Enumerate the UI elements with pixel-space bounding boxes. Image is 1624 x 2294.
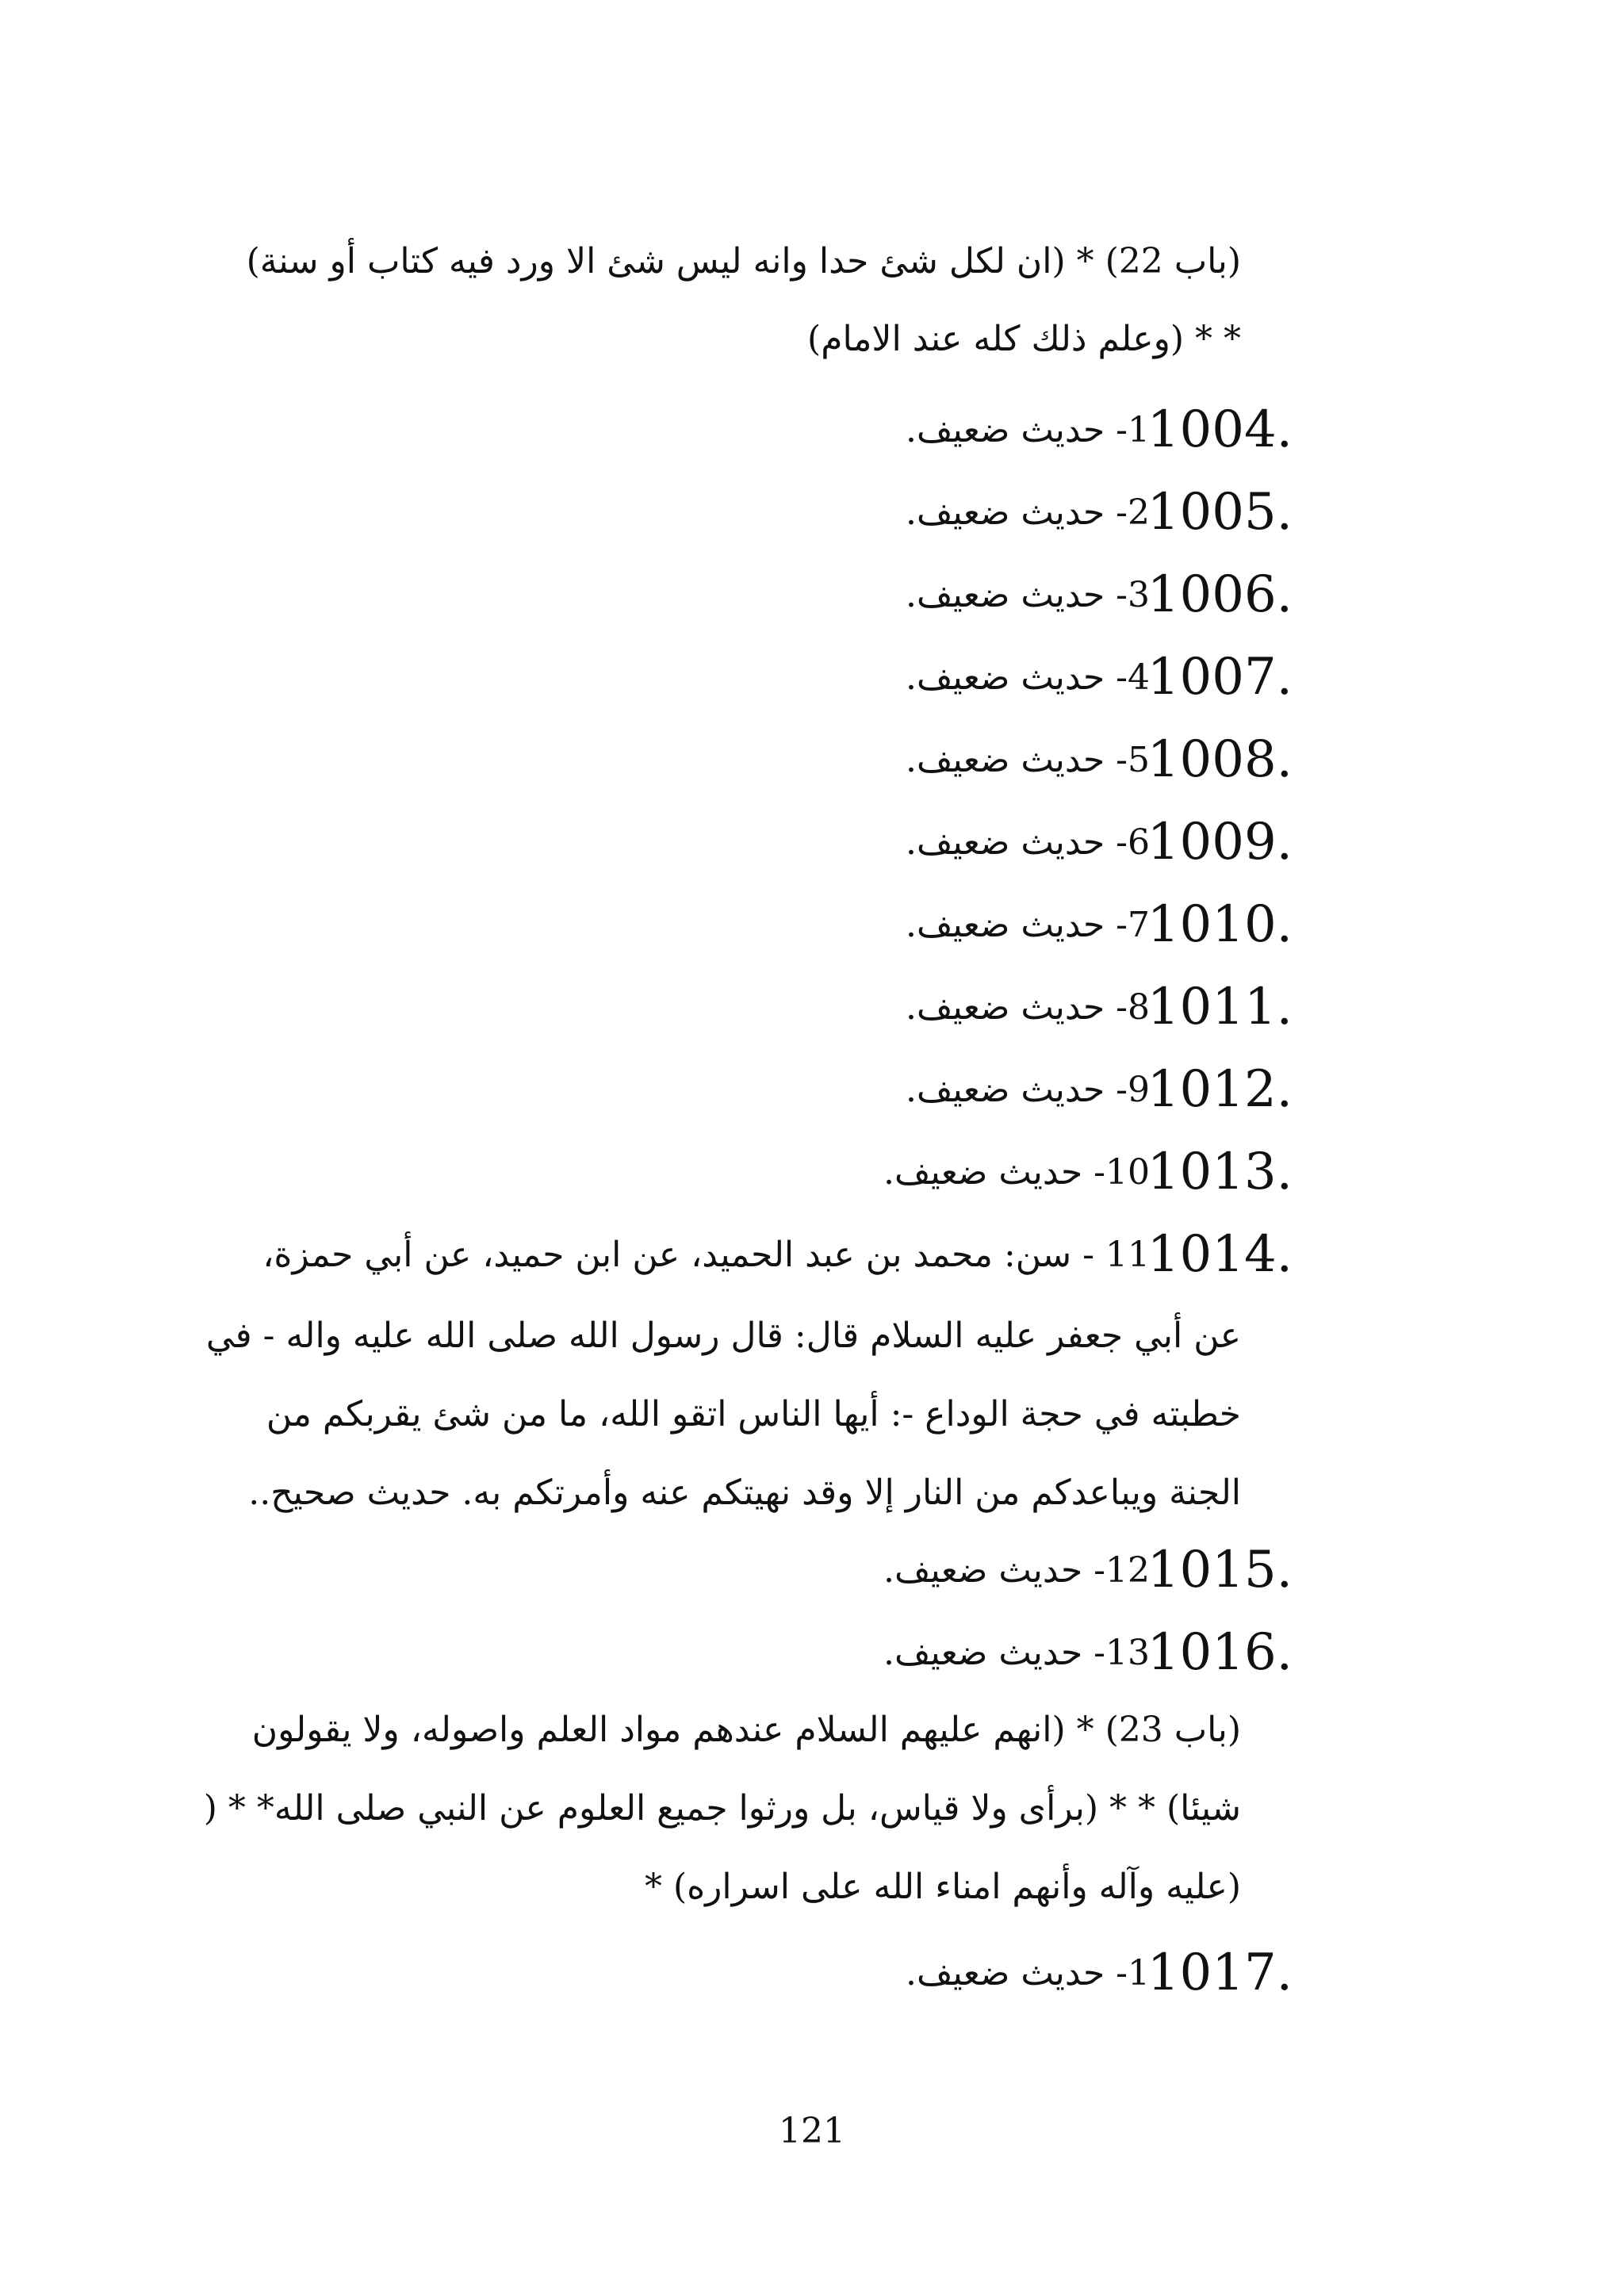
hadith-entry <box>262 481 1293 544</box>
entry-text: 9- حديث ضعيف. <box>906 1070 1150 1110</box>
entry-number: 1014. <box>1147 1225 1293 1284</box>
entry-text: 3- حديث ضعيف. <box>906 575 1150 615</box>
entry-text: 6- حديث ضعيف. <box>906 822 1150 863</box>
entry-number: 1004. <box>1147 400 1293 459</box>
entry-number: 1006. <box>1147 565 1293 624</box>
entry-text: 7- حديث ضعيف. <box>906 905 1150 945</box>
entry-text: 1- حديث ضعيف. <box>906 1953 1150 1993</box>
page-number: 121 <box>779 2111 845 2151</box>
chapter-23-heading-line-3: (عليه وآله وأنهم امناء الله على اسراره) * <box>644 1867 1241 1907</box>
entry-number: 1005. <box>1147 483 1293 542</box>
entry-continuation-line: خطبته في حجة الوداع -: أيها الناس اتقو الله، ما من شئ يقربكم من <box>266 1394 1241 1434</box>
chapter-22-heading-line-2: * * (وعلم ذلك كله عند الامام) <box>807 319 1241 359</box>
entry-text: 2- حديث ضعيف. <box>906 492 1150 533</box>
hadith-entry <box>262 1538 1293 1602</box>
entry-continuation-line: عن أبي جعفر عليه السلام قال: قال رسول الله صلى الله عليه واله - في <box>205 1316 1241 1356</box>
entry-text: 12- حديث ضعيف. <box>883 1550 1150 1591</box>
chapter-23-heading-line-2: شيئا) * * (برأى ولا قياس، بل ورثوا جميع العلوم عن النبي صلى الله* * ( <box>203 1788 1241 1829</box>
entry-number: 1009. <box>1147 813 1293 871</box>
hadith-entry <box>262 563 1293 626</box>
entry-number: 1012. <box>1147 1060 1293 1119</box>
hadith-entry <box>262 1058 1293 1121</box>
hadith-entry <box>262 645 1293 709</box>
hadith-entry <box>262 728 1293 791</box>
entry-text: 13- حديث ضعيف. <box>883 1633 1150 1673</box>
entry-text: 11 - سن: محمد بن عبد الحميد، عن ابن حميد، عن أبي حمزة، <box>262 1235 1150 1275</box>
entry-text: 4- حديث ضعيف. <box>906 657 1150 698</box>
entry-text: 10- حديث ضعيف. <box>883 1152 1150 1193</box>
entry-number: 1007. <box>1147 648 1293 707</box>
entry-text: 8- حديث ضعيف. <box>906 987 1150 1028</box>
entry-text: 5- حديث ضعيف. <box>906 740 1150 780</box>
entry-number: 1008. <box>1147 730 1293 789</box>
hadith-entry <box>262 1140 1293 1204</box>
hadith-entry <box>262 893 1293 956</box>
entry-text: 1- حديث ضعيف. <box>906 410 1150 450</box>
entry-number: 1016. <box>1147 1623 1293 1682</box>
entry-number: 1011. <box>1147 978 1293 1036</box>
entry-number: 1013. <box>1147 1143 1293 1201</box>
hadith-entry-long <box>262 1223 1293 1286</box>
chapter-23-heading-line-1: (باب 23) * (انهم عليهم السلام عندهم مواد العلم واصوله، ولا يقولون <box>251 1710 1241 1750</box>
hadith-entry <box>262 975 1293 1039</box>
hadith-entry <box>262 810 1293 874</box>
entry-number: 1015. <box>1147 1541 1293 1599</box>
hadith-entry <box>262 1941 1293 2005</box>
chapter-22-heading-line-1: (باب 22) * (ان لكل شئ حدا وانه ليس شئ الا ورد فيه كتاب أو سنة) <box>246 241 1241 281</box>
entry-number: 1017. <box>1147 1944 1293 2002</box>
entry-number: 1010. <box>1147 895 1293 954</box>
hadith-entry <box>262 1621 1293 1684</box>
hadith-entry <box>262 398 1293 461</box>
entry-continuation-line: الجنة ويباعدكم من النار إلا وقد نهيتكم عنه وأمرتكم به. حديث صحيح.. <box>248 1473 1241 1513</box>
